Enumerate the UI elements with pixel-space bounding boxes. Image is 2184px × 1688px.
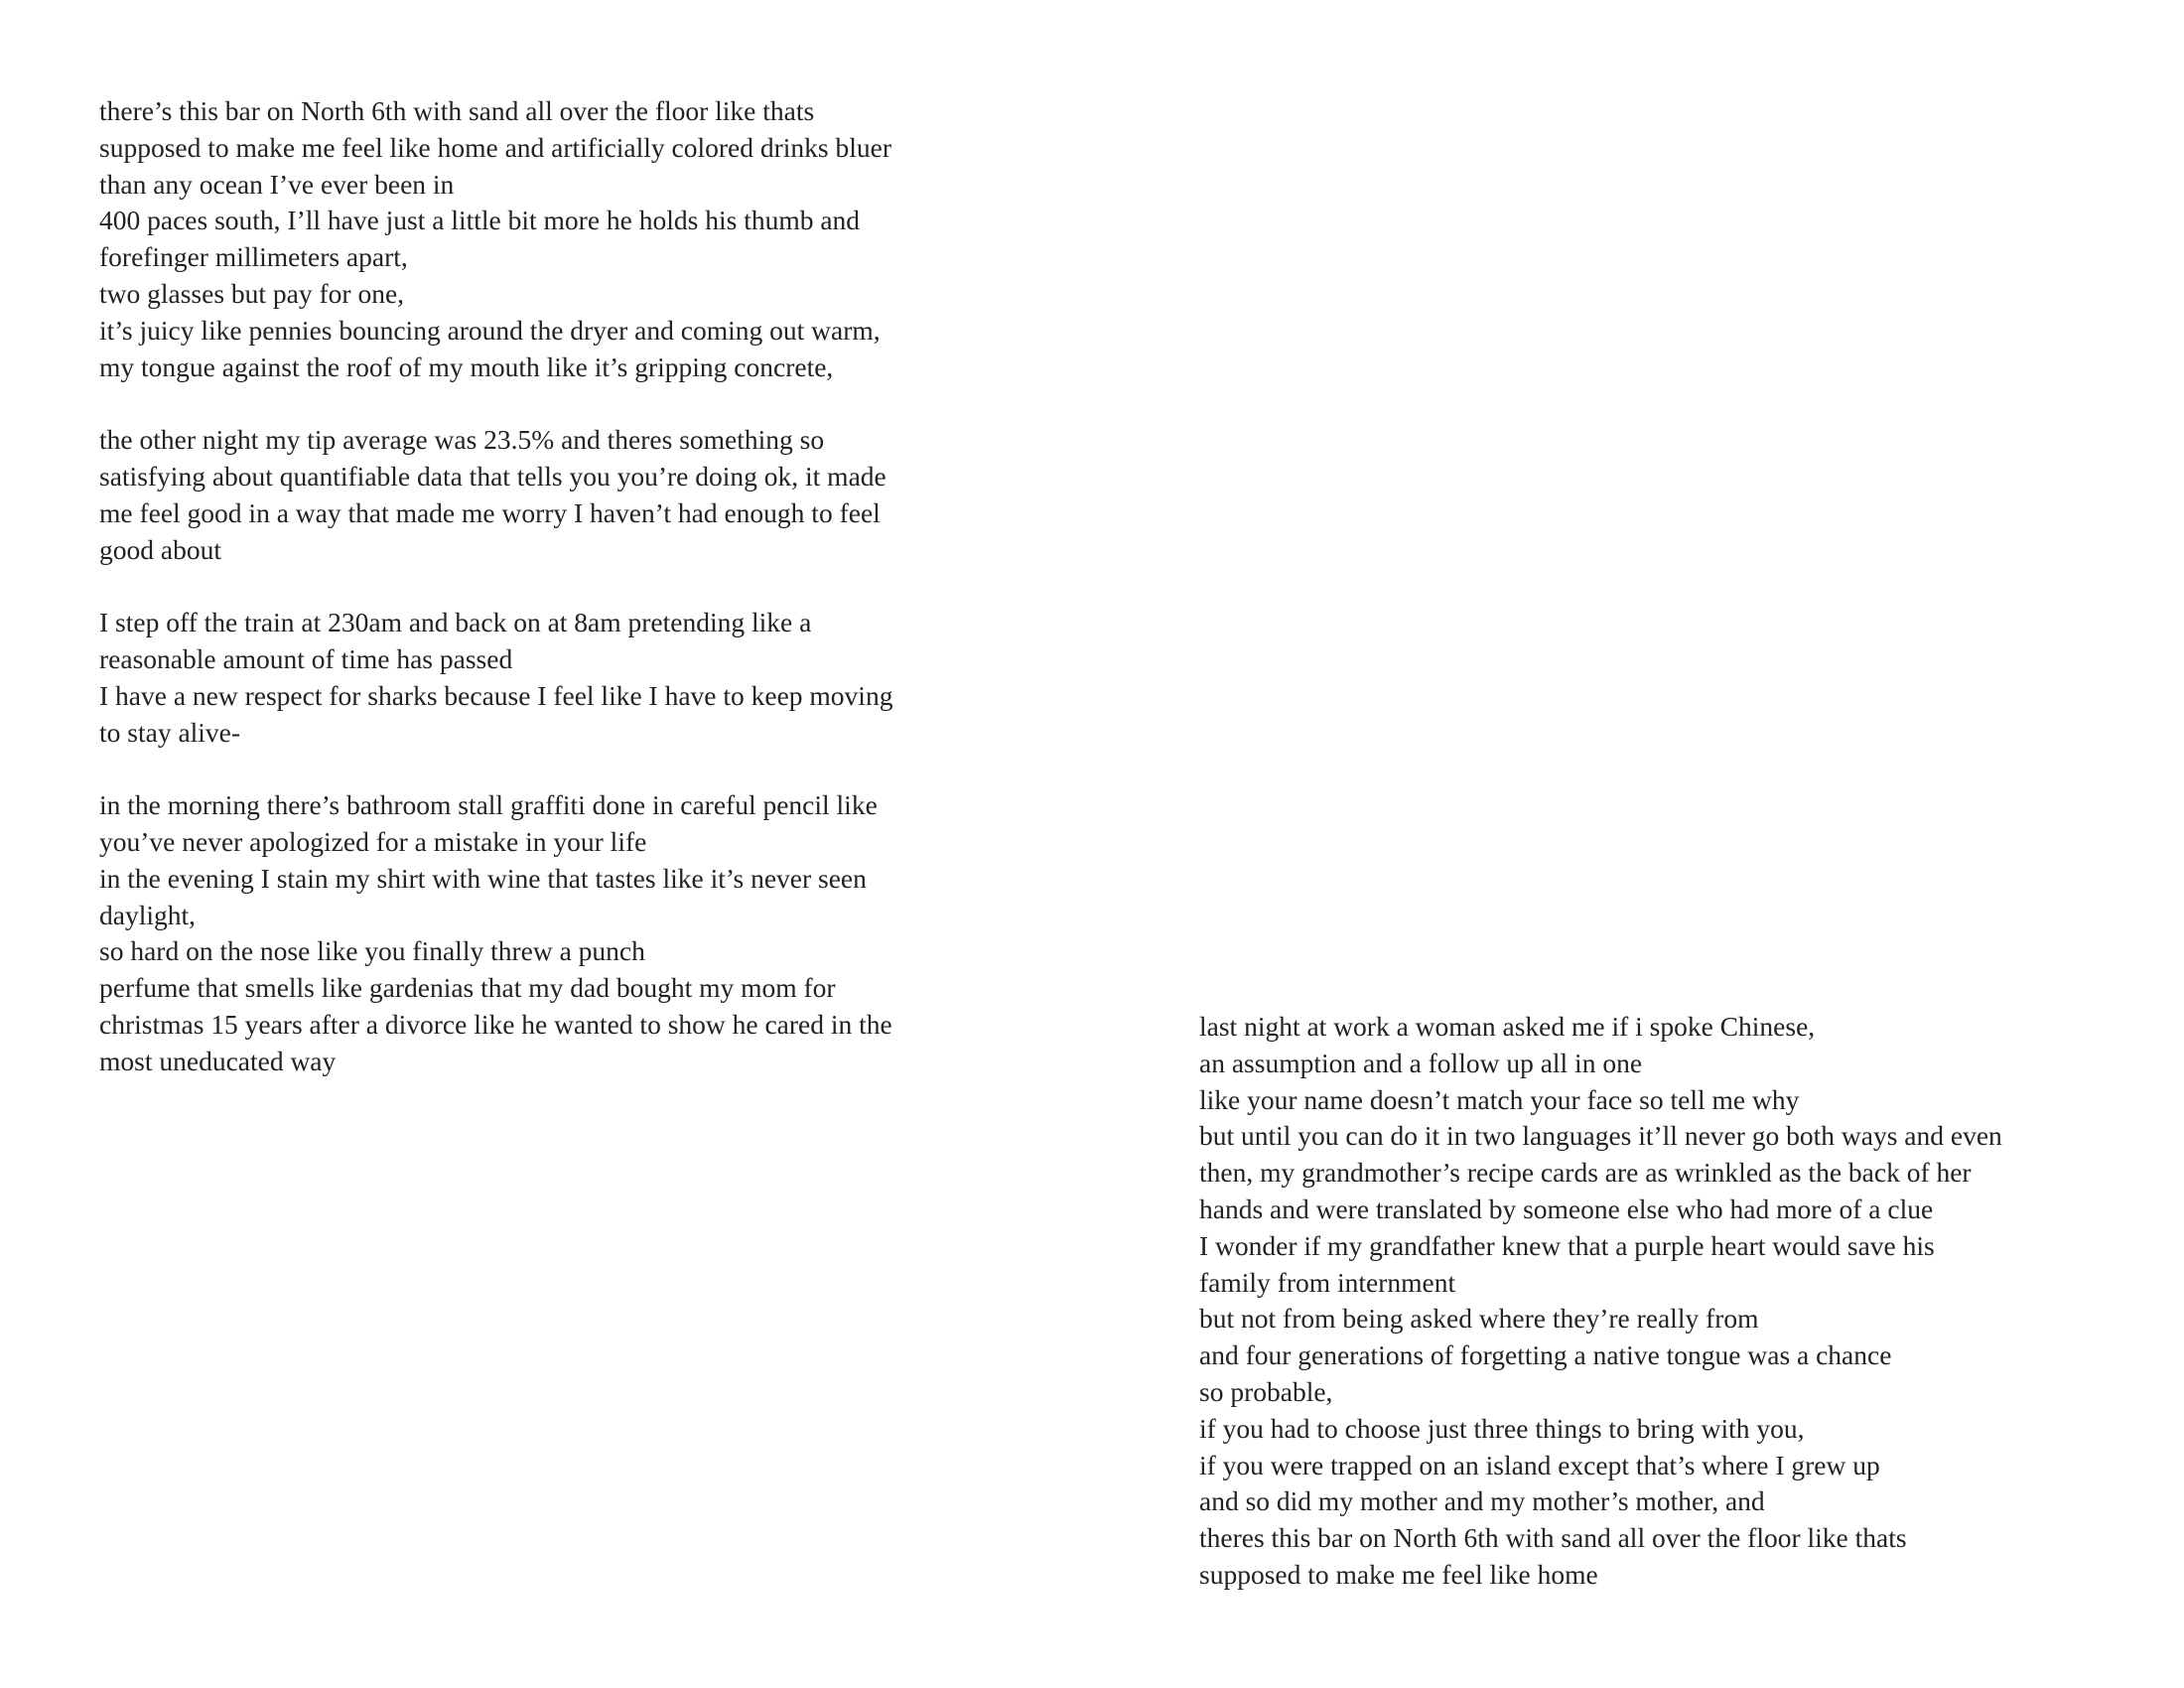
poem-line: the other night my tip average was 23.5% and theres something so [99,424,825,456]
poem-line: perfume that smells like gardenias that my dad bought my mom for [99,972,836,1004]
poem-line: supposed to make me feel like home and artificially colored drinks bluer [99,131,892,163]
poem-line: like your name doesn’t match your face so tell me why [1199,1083,1800,1115]
poem-line: theres this bar on North 6th with sand all over the floor like thats [1199,1522,1907,1554]
poem-line: hands and were translated by someone else who had more of a clue [1199,1193,1934,1224]
poem-line: me feel good in a way that made me worry I haven’t had enough to feel [99,496,881,528]
poem-line: and four generations of forgetting a native tongue was a chance [1199,1339,1892,1371]
poem-line: if you were trapped on an island except that’s where I grew up [1199,1449,1880,1480]
poem-line: you’ve never apologized for a mistake in your life [99,825,647,857]
poem-line: I step off the train at 230am and back on at 8am pretending like a [99,607,812,638]
stanza-break [99,751,892,787]
poem-line: but until you can do it in two languages it’ll never go both ways and even [1199,1120,2002,1152]
poem-line: and so did my mother and my mother’s mother, and [1199,1485,1765,1517]
right-poem [1199,1009,2002,1594]
stanza-break [99,568,892,605]
poem-line: 400 paces south, I’ll have just a little bit more he holds his thumb and [99,205,861,236]
left-poem [99,93,892,1080]
poem-line: reasonable amount of time has passed [99,642,513,674]
poem-line: family from internment [1199,1266,1456,1298]
poem-line: an assumption and a follow up all in one [1199,1047,1643,1078]
poem-line: so probable, [1199,1375,1333,1407]
right-page [1092,0,2184,1688]
poem-line: in the morning there’s bathroom stall graffiti done in careful pencil like [99,789,878,821]
poem-line: satisfying about quantifiable data that tells you you’re doing ok, it made [99,460,887,492]
poem-line: it’s juicy like pennies bouncing around the dryer and coming out warm, [99,314,881,346]
poem-line: two glasses but pay for one, [99,277,405,309]
poem-line: but not from being asked where they’re really from [1199,1303,1759,1335]
poem-line: there’s this bar on North 6th with sand all over the floor like thats [99,95,815,126]
stanza-break [99,385,892,422]
poem-line: in the evening I stain my shirt with wine that tastes like it’s never seen [99,862,867,894]
poem-line: daylight, [99,899,197,930]
poem-line: my tongue against the roof of my mouth like it’s gripping concrete, [99,351,834,382]
poem-line: to stay alive- [99,716,241,748]
poem-line: then, my grandmother’s recipe cards are as wrinkled as the back of her [1199,1157,1972,1189]
poem-line: supposed to make me feel like home [1199,1558,1598,1590]
poem-line: last night at work a woman asked me if i spoke Chinese, [1199,1011,1816,1042]
poem-line: if you had to choose just three things to bring with you, [1199,1412,1805,1444]
poem-line: good about [99,533,221,565]
poem-line: so hard on the nose like you finally threw a punch [99,935,645,967]
poem-line: most uneducated way [99,1045,337,1076]
poem-line: than any ocean I’ve ever been in [99,168,455,200]
poem-line: I wonder if my grandfather knew that a purple heart would save his [1199,1229,1935,1261]
poem-line: christmas 15 years after a divorce like he wanted to show he cared in the [99,1008,892,1040]
poem-line: I have a new respect for sharks because I feel like I have to keep moving [99,679,893,711]
poem-line: forefinger millimeters apart, [99,241,408,273]
